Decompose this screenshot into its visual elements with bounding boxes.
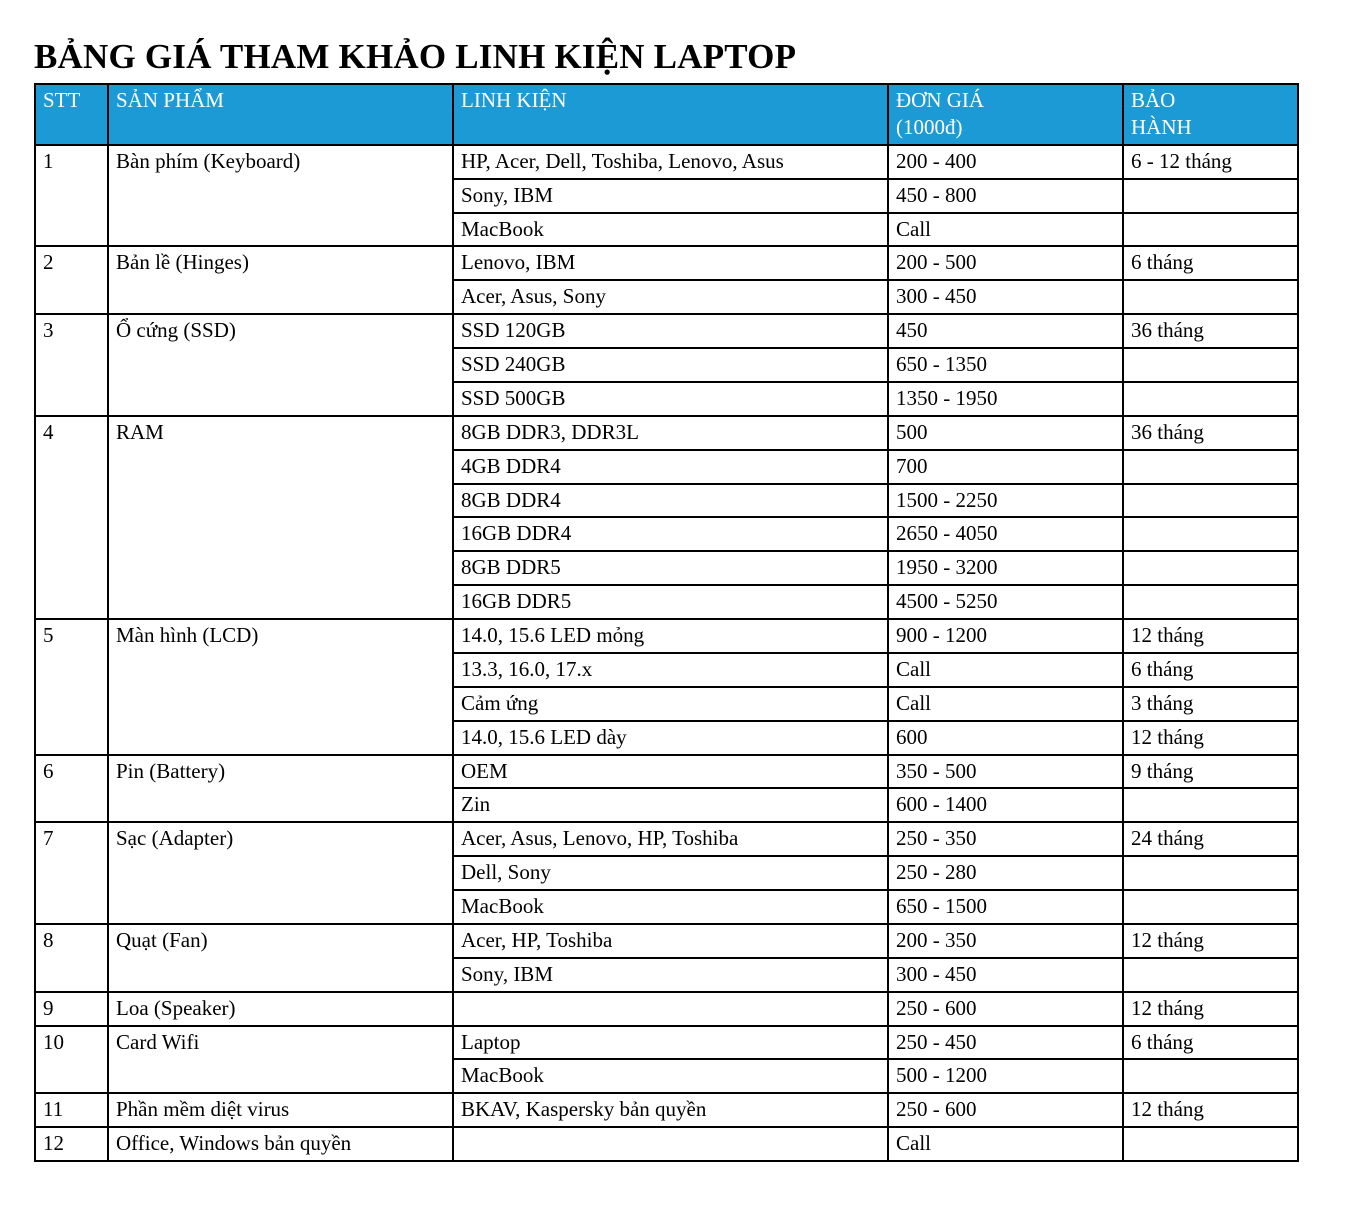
cell-part: Cảm ứng bbox=[453, 687, 888, 721]
cell-part: 8GB DDR5 bbox=[453, 551, 888, 585]
cell-stt: 12 bbox=[35, 1127, 108, 1161]
cell-part: Sony, IBM bbox=[453, 179, 888, 213]
cell-product: Bản lề (Hinges) bbox=[108, 246, 453, 314]
cell-product: Pin (Battery) bbox=[108, 755, 453, 823]
cell-price: 200 - 350 bbox=[888, 924, 1123, 958]
table-row bbox=[35, 992, 1298, 1026]
cell-stt: 7 bbox=[35, 822, 108, 924]
table-row bbox=[35, 619, 1298, 653]
cell-price: 700 bbox=[888, 450, 1123, 484]
cell-price: 350 - 500 bbox=[888, 755, 1123, 789]
table-row bbox=[35, 822, 1298, 856]
cell-warranty bbox=[1123, 1127, 1298, 1161]
column-header-product: SẢN PHẨM bbox=[108, 84, 453, 145]
cell-part: HP, Acer, Dell, Toshiba, Lenovo, Asus bbox=[453, 145, 888, 179]
cell-product: Màn hình (LCD) bbox=[108, 619, 453, 755]
table-header-row bbox=[35, 84, 1298, 145]
cell-part: 14.0, 15.6 LED dày bbox=[453, 721, 888, 755]
cell-warranty: 6 tháng bbox=[1123, 1026, 1298, 1060]
cell-price: 1350 - 1950 bbox=[888, 382, 1123, 416]
cell-warranty: 12 tháng bbox=[1123, 1093, 1298, 1127]
cell-warranty: 12 tháng bbox=[1123, 992, 1298, 1026]
cell-stt: 1 bbox=[35, 145, 108, 247]
column-header-warranty-line1: BẢO bbox=[1131, 88, 1176, 112]
cell-price: 250 - 450 bbox=[888, 1026, 1123, 1060]
cell-part: Laptop bbox=[453, 1026, 888, 1060]
cell-part: Lenovo, IBM bbox=[453, 246, 888, 280]
cell-price: 600 - 1400 bbox=[888, 788, 1123, 822]
cell-part: 16GB DDR5 bbox=[453, 585, 888, 619]
cell-price: Call bbox=[888, 213, 1123, 247]
cell-price: Call bbox=[888, 1127, 1123, 1161]
cell-part: 8GB DDR3, DDR3L bbox=[453, 416, 888, 450]
cell-price: 500 - 1200 bbox=[888, 1059, 1123, 1093]
cell-part: OEM bbox=[453, 755, 888, 789]
cell-price: 250 - 600 bbox=[888, 992, 1123, 1026]
cell-warranty: 36 tháng bbox=[1123, 314, 1298, 348]
cell-stt: 2 bbox=[35, 246, 108, 314]
cell-part: MacBook bbox=[453, 1059, 888, 1093]
cell-part: MacBook bbox=[453, 890, 888, 924]
cell-product: Card Wifi bbox=[108, 1026, 453, 1094]
cell-price: 2650 - 4050 bbox=[888, 517, 1123, 551]
table-row bbox=[35, 755, 1298, 789]
cell-price: 300 - 450 bbox=[888, 958, 1123, 992]
cell-price: Call bbox=[888, 687, 1123, 721]
cell-stt: 8 bbox=[35, 924, 108, 992]
cell-warranty bbox=[1123, 382, 1298, 416]
cell-warranty: 6 tháng bbox=[1123, 653, 1298, 687]
cell-part: MacBook bbox=[453, 213, 888, 247]
cell-warranty bbox=[1123, 450, 1298, 484]
cell-warranty bbox=[1123, 856, 1298, 890]
cell-product: Bàn phím (Keyboard) bbox=[108, 145, 453, 247]
cell-warranty: 9 tháng bbox=[1123, 755, 1298, 789]
cell-price: 500 bbox=[888, 416, 1123, 450]
cell-product: Phần mềm diệt virus bbox=[108, 1093, 453, 1127]
cell-warranty: 6 - 12 tháng bbox=[1123, 145, 1298, 179]
cell-price: 650 - 1500 bbox=[888, 890, 1123, 924]
cell-price: 650 - 1350 bbox=[888, 348, 1123, 382]
column-header-price-line1: ĐƠN GIÁ bbox=[896, 88, 985, 112]
cell-product: Quạt (Fan) bbox=[108, 924, 453, 992]
cell-warranty bbox=[1123, 280, 1298, 314]
cell-warranty: 36 tháng bbox=[1123, 416, 1298, 450]
cell-part: SSD 240GB bbox=[453, 348, 888, 382]
cell-product: Ổ cứng (SSD) bbox=[108, 314, 453, 416]
cell-part: Acer, Asus, Lenovo, HP, Toshiba bbox=[453, 822, 888, 856]
table-row bbox=[35, 416, 1298, 450]
cell-stt: 6 bbox=[35, 755, 108, 823]
cell-part: Acer, Asus, Sony bbox=[453, 280, 888, 314]
table-row bbox=[35, 1026, 1298, 1060]
column-header-warranty-line2: HÀNH bbox=[1131, 114, 1192, 139]
cell-part: SSD 500GB bbox=[453, 382, 888, 416]
cell-stt: 9 bbox=[35, 992, 108, 1026]
cell-stt: 5 bbox=[35, 619, 108, 755]
cell-price: 250 - 280 bbox=[888, 856, 1123, 890]
table-row bbox=[35, 246, 1298, 280]
cell-part: Zin bbox=[453, 788, 888, 822]
column-header-price bbox=[888, 84, 1123, 145]
cell-warranty bbox=[1123, 788, 1298, 822]
cell-warranty bbox=[1123, 213, 1298, 247]
price-table-container bbox=[34, 83, 1297, 1162]
column-header-stt: STT bbox=[35, 84, 108, 145]
table-row bbox=[35, 314, 1298, 348]
cell-part: 14.0, 15.6 LED mỏng bbox=[453, 619, 888, 653]
cell-warranty: 12 tháng bbox=[1123, 721, 1298, 755]
cell-part: 4GB DDR4 bbox=[453, 450, 888, 484]
cell-stt: 11 bbox=[35, 1093, 108, 1127]
cell-part: Acer, HP, Toshiba bbox=[453, 924, 888, 958]
cell-stt: 3 bbox=[35, 314, 108, 416]
cell-price: 250 - 600 bbox=[888, 1093, 1123, 1127]
cell-warranty: 12 tháng bbox=[1123, 924, 1298, 958]
column-header-warranty bbox=[1123, 84, 1298, 145]
cell-product: RAM bbox=[108, 416, 453, 619]
cell-product: Office, Windows bản quyền bbox=[108, 1127, 453, 1161]
column-header-part: LINH KIỆN bbox=[453, 84, 888, 145]
column-header-price-line2: (1000đ) bbox=[896, 114, 963, 139]
cell-warranty bbox=[1123, 348, 1298, 382]
cell-warranty bbox=[1123, 1059, 1298, 1093]
cell-price: 4500 - 5250 bbox=[888, 585, 1123, 619]
cell-stt: 10 bbox=[35, 1026, 108, 1094]
cell-warranty bbox=[1123, 890, 1298, 924]
cell-warranty bbox=[1123, 585, 1298, 619]
cell-part: 8GB DDR4 bbox=[453, 484, 888, 518]
table-header bbox=[35, 84, 1298, 145]
cell-part: BKAV, Kaspersky bản quyền bbox=[453, 1093, 888, 1127]
cell-product: Loa (Speaker) bbox=[108, 992, 453, 1026]
cell-part: 16GB DDR4 bbox=[453, 517, 888, 551]
cell-warranty bbox=[1123, 484, 1298, 518]
cell-product: Sạc (Adapter) bbox=[108, 822, 453, 924]
cell-price: 1500 - 2250 bbox=[888, 484, 1123, 518]
cell-price: 450 bbox=[888, 314, 1123, 348]
laptop-parts-price-table bbox=[34, 83, 1299, 1162]
cell-part: Dell, Sony bbox=[453, 856, 888, 890]
cell-price: 200 - 500 bbox=[888, 246, 1123, 280]
table-row bbox=[35, 924, 1298, 958]
cell-warranty bbox=[1123, 958, 1298, 992]
table-body bbox=[35, 145, 1298, 1161]
cell-warranty: 12 tháng bbox=[1123, 619, 1298, 653]
cell-price: 300 - 450 bbox=[888, 280, 1123, 314]
cell-price: 200 - 400 bbox=[888, 145, 1123, 179]
cell-part: 13.3, 16.0, 17.x bbox=[453, 653, 888, 687]
cell-price: 250 - 350 bbox=[888, 822, 1123, 856]
cell-price: Call bbox=[888, 653, 1123, 687]
cell-warranty bbox=[1123, 551, 1298, 585]
cell-price: 600 bbox=[888, 721, 1123, 755]
cell-warranty: 6 tháng bbox=[1123, 246, 1298, 280]
cell-warranty: 24 tháng bbox=[1123, 822, 1298, 856]
cell-warranty bbox=[1123, 179, 1298, 213]
table-row bbox=[35, 145, 1298, 179]
cell-price: 900 - 1200 bbox=[888, 619, 1123, 653]
cell-warranty bbox=[1123, 517, 1298, 551]
page-title: BẢNG GIÁ THAM KHẢO LINH KIỆN LAPTOP bbox=[34, 37, 797, 77]
cell-stt: 4 bbox=[35, 416, 108, 619]
cell-part bbox=[453, 992, 888, 1026]
table-row bbox=[35, 1127, 1298, 1161]
cell-warranty: 3 tháng bbox=[1123, 687, 1298, 721]
cell-price: 450 - 800 bbox=[888, 179, 1123, 213]
table-row bbox=[35, 1093, 1298, 1127]
cell-price: 1950 - 3200 bbox=[888, 551, 1123, 585]
cell-part: Sony, IBM bbox=[453, 958, 888, 992]
cell-part: SSD 120GB bbox=[453, 314, 888, 348]
cell-part bbox=[453, 1127, 888, 1161]
